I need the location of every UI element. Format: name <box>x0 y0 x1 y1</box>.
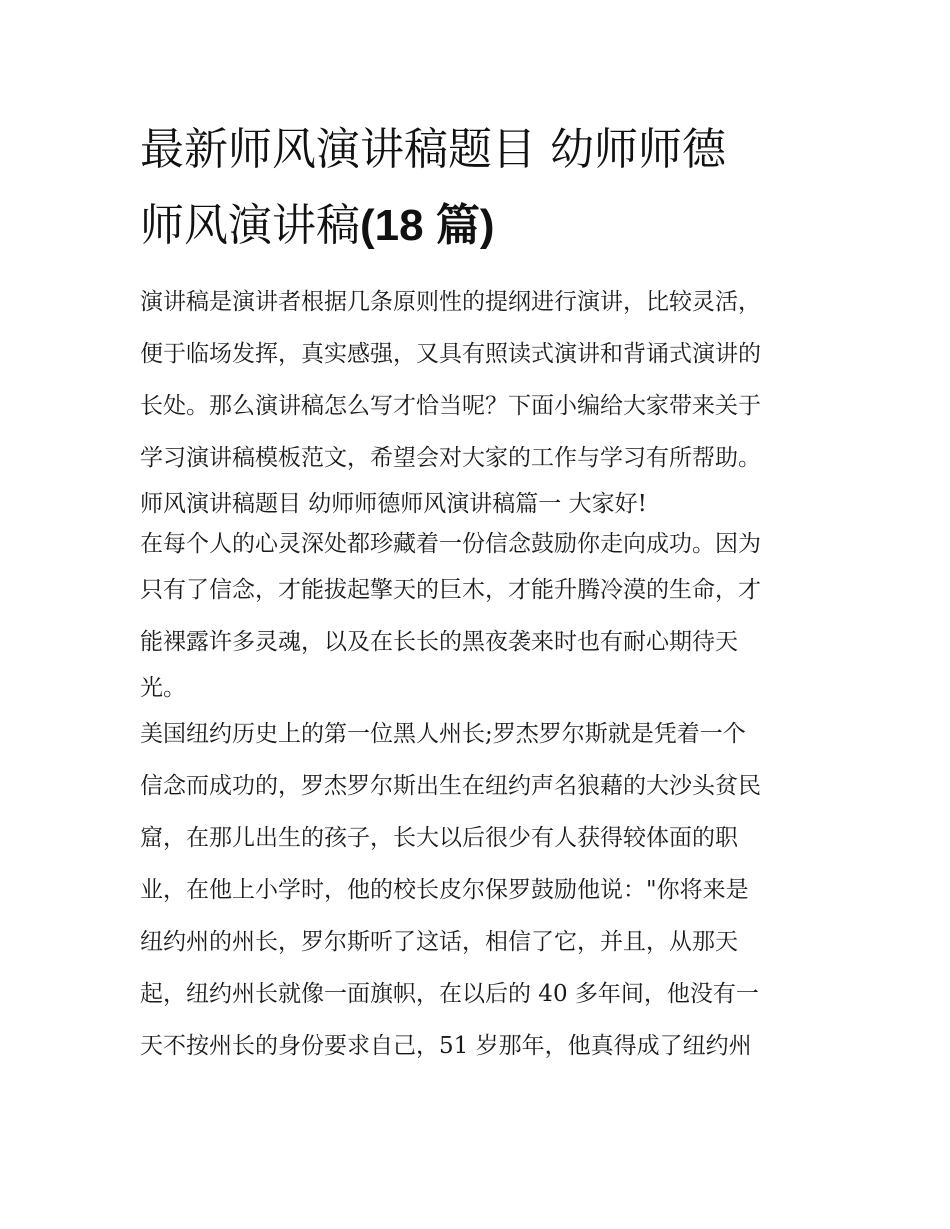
body-line: 只有了信念，才能拔起擎天的巨木，才能升腾冷漠的生命，才 <box>140 577 761 603</box>
body-line: 纽约州的州长，罗尔斯听了这话，相信了它，并且，从那天 <box>140 929 738 955</box>
body-line: 信念而成功的，罗杰罗尔斯出生在纽约声名狼藉的大沙头贫民 <box>140 773 761 799</box>
body-line: 天不按州长的身份要求自己，51 岁那年，他真得成了纽约州 <box>140 1033 752 1059</box>
document-title <box>140 112 820 264</box>
body-line: 能裸露许多灵魂，以及在长长的黑夜袭来时也有耐心期待天 <box>140 629 738 655</box>
title-line-2-text: 师风演讲稿 <box>140 200 360 251</box>
body-line: 在每个人的心灵深处都珍藏着一份信念鼓励你走向成功。因为 <box>140 531 761 557</box>
body-line: 窟，在那儿出生的孩子，长大以后很少有人获得较体面的职 <box>140 825 738 851</box>
section-heading: 师风演讲稿题目 幼师师德师风演讲稿篇一 大家好! <box>140 491 647 517</box>
body-line: 起，纽约州长就像一面旗帜，在以后的 40 多年间，他没有一 <box>140 981 759 1007</box>
title-line-2-count: (18 篇) <box>360 201 495 250</box>
document-body <box>140 276 820 1072</box>
body-line: 便于临场发挥，真实感强，又具有照读式演讲和背诵式演讲的 <box>140 341 761 367</box>
body-line: 学习演讲稿模板范文，希望会对大家的工作与学习有所帮助。 <box>140 445 761 471</box>
body-line: 演讲稿是演讲者根据几条原则性的提纲进行演讲，比较灵活， <box>140 289 761 315</box>
body-line: 光。 <box>140 675 186 701</box>
title-line-2 <box>140 188 820 264</box>
title-line-1: 最新师风演讲稿题目 幼师师德 <box>140 124 726 175</box>
body-line: 长处。那么演讲稿怎么写才恰当呢？下面小编给大家带来关于 <box>140 393 761 419</box>
body-line: 美国纽约历史上的第一位黑人州长;罗杰罗尔斯就是凭着一个 <box>140 721 746 747</box>
body-line: 业，在他上小学时，他的校长皮尔保罗鼓励他说："你将来是 <box>140 877 749 903</box>
